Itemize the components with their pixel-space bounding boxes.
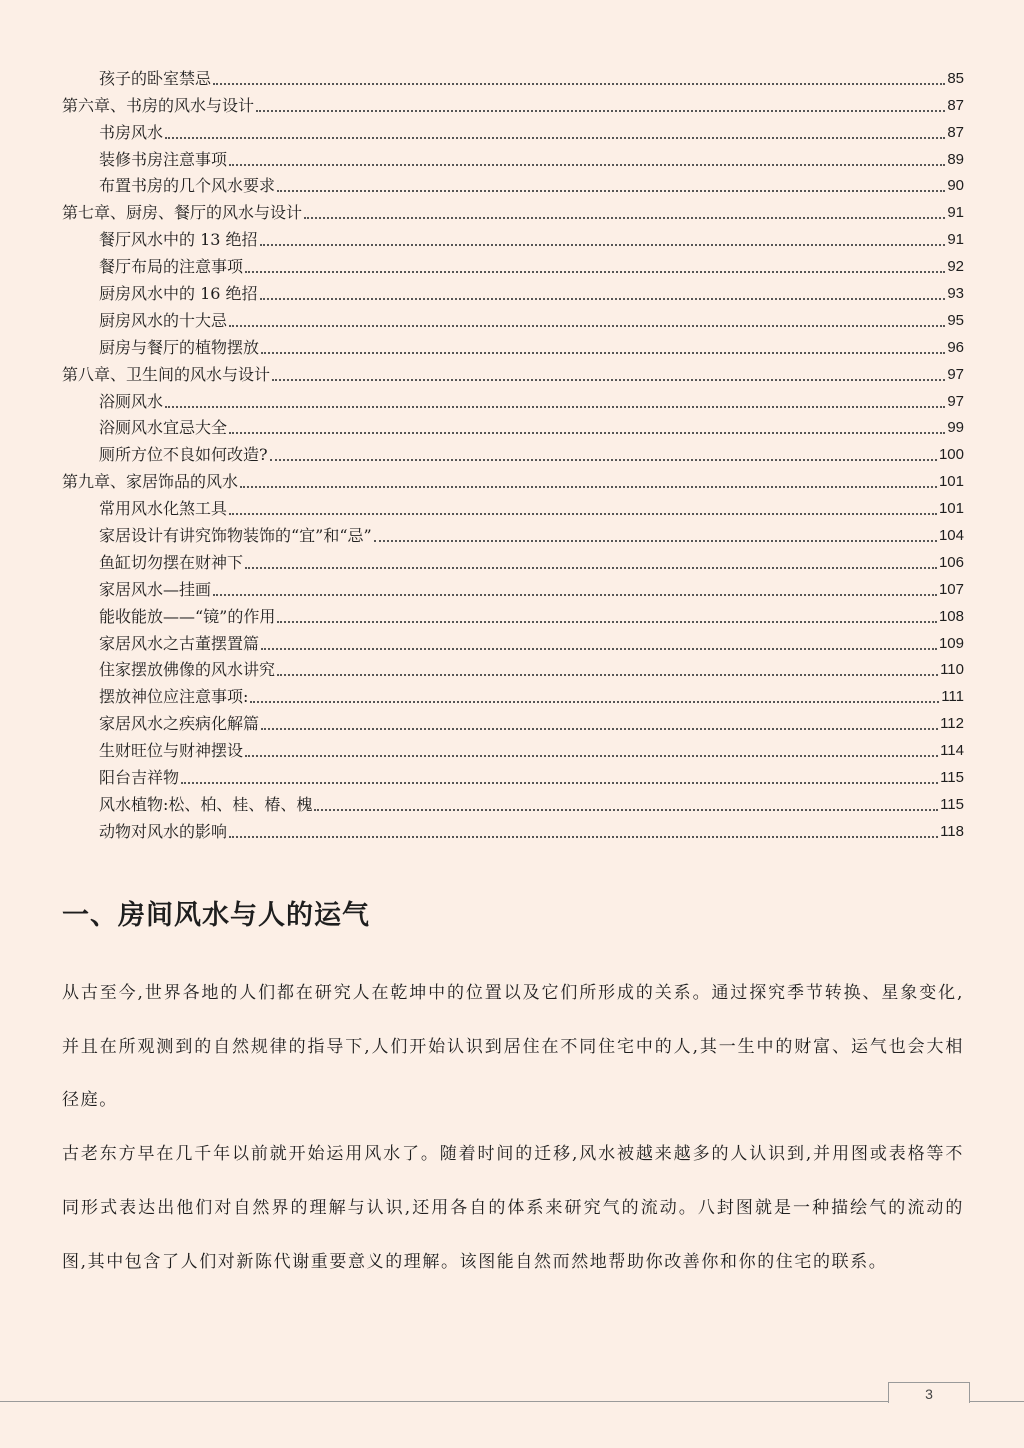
toc-section-entry[interactable]: [62, 438, 964, 465]
toc-entry-title: 餐厅风水中的 13 绝招: [99, 230, 258, 250]
toc-dot-leader: [165, 406, 945, 408]
toc-dot-leader: [256, 110, 945, 112]
toc-entry-title: 厕所方位不良如何改造?: [99, 445, 268, 465]
toc-section-entry[interactable]: [62, 277, 964, 304]
toc-entry-page: 108: [938, 607, 964, 625]
table-of-contents: [62, 62, 964, 842]
toc-entry-page: 91: [947, 204, 964, 222]
toc-entry-title: 风水植物:松、柏、桂、椿、槐: [99, 794, 313, 814]
toc-entry-title: 厨房风水中的 16 绝招: [99, 284, 258, 304]
toc-dot-leader: [213, 83, 945, 85]
toc-chapter-entry[interactable]: [62, 89, 964, 116]
toc-section-entry[interactable]: [62, 331, 964, 358]
toc-entry-page: 115: [940, 769, 964, 787]
toc-section-entry[interactable]: [62, 223, 964, 250]
toc-entry-page: 114: [940, 742, 964, 760]
toc-entry-title: 书房风水: [99, 122, 164, 142]
toc-dot-leader: [181, 782, 938, 784]
toc-entry-page: 95: [947, 311, 964, 329]
toc-entry-page: 87: [947, 96, 964, 114]
toc-section-entry[interactable]: [62, 680, 964, 707]
toc-entry-title: 孩子的卧室禁忌: [99, 68, 212, 88]
toc-dot-leader: [314, 809, 938, 811]
toc-entry-page: 107: [938, 580, 964, 598]
toc-section-entry[interactable]: [62, 116, 964, 143]
toc-entry-title: 阳台吉祥物: [99, 768, 180, 788]
toc-entry-title: 住家摆放佛像的风水讲究: [99, 660, 276, 680]
toc-entry-title: 生财旺位与财神摆设: [99, 741, 244, 761]
toc-dot-leader: [229, 325, 945, 327]
toc-entry-title: 动物对风水的影响: [99, 821, 228, 841]
toc-section-entry[interactable]: [62, 304, 964, 331]
toc-entry-page: 96: [947, 338, 964, 356]
toc-dot-leader: [245, 755, 938, 757]
toc-dot-leader: [374, 540, 937, 542]
toc-entry-page: 93: [947, 285, 964, 303]
toc-entry-title: 鱼缸切勿摆在财神下: [99, 552, 244, 572]
toc-dot-leader: [260, 244, 946, 246]
toc-section-entry[interactable]: [62, 492, 964, 519]
toc-dot-leader: [261, 352, 945, 354]
toc-entry-page: 112: [940, 715, 964, 733]
toc-section-entry[interactable]: [62, 627, 964, 654]
toc-dot-leader: [229, 836, 938, 838]
toc-section-entry[interactable]: [62, 734, 964, 761]
toc-entry-title: 餐厅布局的注意事项: [99, 257, 244, 277]
toc-dot-leader: [277, 190, 945, 192]
toc-dot-leader: [165, 137, 945, 139]
toc-dot-leader: [277, 621, 937, 623]
toc-entry-title: 布置书房的几个风水要求: [99, 176, 276, 196]
toc-entry-title: 家居风水—挂画: [99, 579, 212, 599]
toc-dot-leader: [213, 594, 937, 596]
toc-dot-leader: [260, 298, 946, 300]
toc-dot-leader: [250, 701, 939, 703]
toc-entry-title: 摆放神位应注意事项:: [99, 687, 249, 707]
toc-section-entry[interactable]: [62, 788, 964, 815]
toc-chapter-entry[interactable]: [62, 465, 964, 492]
toc-entry-title: 家居风水之古董摆置篇: [99, 633, 260, 653]
toc-entry-title: 能收能放——“镜”的作用: [99, 606, 276, 626]
toc-dot-leader: [261, 728, 938, 730]
toc-entry-title: 常用风水化煞工具: [99, 499, 228, 519]
toc-entry-title: 第九章、家居饰品的风水: [62, 472, 239, 492]
toc-entry-page: 99: [947, 419, 964, 437]
toc-entry-page: 106: [938, 553, 964, 571]
toc-entry-title: 第八章、卫生间的风水与设计: [62, 364, 271, 384]
toc-section-entry[interactable]: [62, 707, 964, 734]
toc-entry-page: 101: [938, 500, 964, 518]
toc-chapter-entry[interactable]: [62, 358, 964, 385]
toc-section-entry[interactable]: [62, 62, 964, 89]
toc-entry-page: 110: [940, 661, 964, 679]
toc-entry-title: 第七章、厨房、餐厅的风水与设计: [62, 203, 303, 223]
toc-entry-title: 家居设计有讲究饰物装饰的“宜”和“忌”: [99, 526, 372, 546]
toc-entry-title: 装修书房注意事项: [99, 149, 228, 169]
page-number: 3: [888, 1382, 970, 1403]
toc-section-entry[interactable]: [62, 385, 964, 412]
toc-entry-page: 92: [947, 258, 964, 276]
toc-dot-leader: [240, 486, 937, 488]
toc-entry-title: 第六章、书房的风水与设计: [62, 95, 255, 115]
toc-dot-leader: [277, 674, 938, 676]
toc-dot-leader: [229, 513, 937, 515]
toc-dot-leader: [261, 648, 937, 650]
toc-section-entry[interactable]: [62, 761, 964, 788]
toc-entry-title: 厨房风水的十大忌: [99, 310, 228, 330]
toc-section-entry[interactable]: [62, 600, 964, 627]
toc-entry-title: 厨房与餐厅的植物摆放: [99, 337, 260, 357]
toc-dot-leader: [245, 271, 945, 273]
toc-entry-page: 97: [947, 365, 964, 383]
toc-section-entry[interactable]: [62, 573, 964, 600]
toc-section-entry[interactable]: [62, 654, 964, 681]
body-paragraph: 从古至今,世界各地的人们都在研究人在乾坤中的位置以及它们所形成的关系。通过探究季节转换、星象变化,并且在所观测到的自然规律的指导下,人们开始认识到居住在不同住宅中的人,其一生中的财富、运气也会大相径庭。: [62, 983, 964, 1111]
toc-entry-page: 100: [938, 446, 964, 464]
toc-entry-title: 家居风水之疾病化解篇: [99, 714, 260, 734]
toc-dot-leader: [229, 432, 945, 434]
section-heading: 一、房间风水与人的运气: [62, 900, 370, 931]
toc-entry-page: 118: [940, 822, 964, 840]
toc-section-entry[interactable]: [62, 412, 964, 439]
toc-entry-page: 90: [947, 177, 964, 195]
toc-entry-page: 87: [947, 123, 964, 141]
toc-entry-page: 85: [947, 69, 964, 87]
toc-entry-page: 97: [947, 392, 964, 410]
toc-section-entry[interactable]: [62, 519, 964, 546]
body-paragraph: 古老东方早在几千年以前就开始运用风水了。随着时间的迁移,风水被越来越多的人认识到,并用图或表格等不同形式表达出他们对自然界的理解与认识,还用各自的体系来研究气的流动。八封图就是一种描绘气的流动的图,其中包含了人们对新陈代谢重要意义的理解。该图能自然而然地帮助你改善你和你的住宅的联系。: [62, 1144, 964, 1272]
toc-entry-page: 111: [941, 688, 964, 706]
toc-section-entry[interactable]: [62, 170, 964, 197]
toc-entry-page: 91: [947, 231, 964, 249]
toc-entry-page: 115: [940, 795, 964, 813]
toc-entry-page: 104: [938, 527, 964, 545]
toc-dot-leader: [304, 217, 945, 219]
toc-chapter-entry[interactable]: [62, 196, 964, 223]
toc-section-entry[interactable]: [62, 143, 964, 170]
toc-dot-leader: [229, 164, 945, 166]
toc-dot-leader: [270, 459, 937, 461]
toc-entry-page: 109: [938, 634, 964, 652]
body-text: [62, 967, 964, 1289]
toc-entry-title: 浴厕风水宜忌大全: [99, 418, 228, 438]
toc-dot-leader: [245, 567, 937, 569]
toc-section-entry[interactable]: [62, 250, 964, 277]
toc-entry-title: 浴厕风水: [99, 391, 164, 411]
footer-rule: [0, 1401, 1024, 1402]
toc-entry-page: 101: [938, 473, 964, 491]
toc-dot-leader: [272, 379, 945, 381]
toc-section-entry[interactable]: [62, 815, 964, 842]
toc-entry-page: 89: [947, 150, 964, 168]
toc-section-entry[interactable]: [62, 546, 964, 573]
